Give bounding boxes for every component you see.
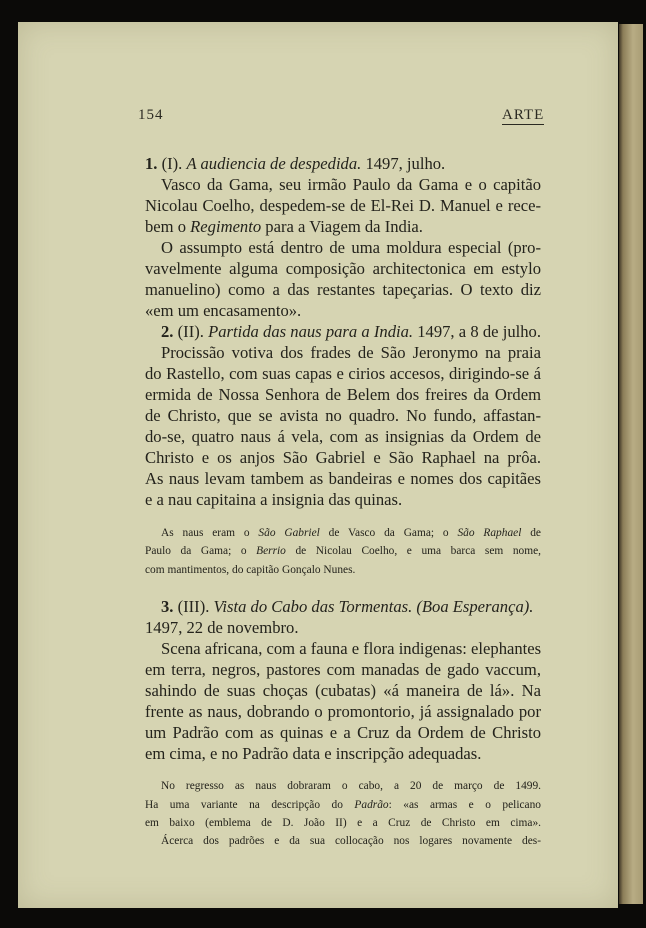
entry-title: A audiencia de despedida.: [186, 154, 362, 173]
paragraph-line: do Rastello, com suas capas e cirios accesos, dirigindo-se á: [145, 364, 541, 383]
paragraph-line: um Padrão com as quinas e a Cruz da Ordem de Christo: [145, 723, 541, 743]
paragraph-line: e a nau capitaina a insignia das quinas.: [145, 490, 403, 509]
text-run: de Vasco da Gama; o: [319, 527, 458, 539]
paragraph-line: [145, 216, 541, 237]
text-run: : «as armas e o pelicano: [388, 798, 541, 811]
entry-1-heading: [145, 153, 541, 174]
entry-roman-tag: (III).: [173, 597, 214, 617]
paragraph-line: ermida de Nossa Senhora de Belem dos freires da Ordem: [145, 385, 541, 404]
paragraph-line: vavelmente alguma composição architectonica em estylo: [145, 259, 541, 278]
paragraph-line: em cima, e no Padrão data e inscripção adequadas.: [145, 744, 482, 764]
paragraph-line: Nicolau Coelho, despedem-se de El-Rei D. Manuel e rece-: [145, 196, 541, 215]
text-run: Ha uma variante na descripção do: [145, 798, 355, 811]
paragraph-line: Christo e os anjos São Gabriel e São Raphael na prôa.: [145, 448, 541, 467]
adjacent-page-edge: [619, 24, 643, 904]
footnote-line: [145, 542, 541, 560]
footnote-line: [145, 796, 541, 814]
italic-term: Regimento: [190, 217, 262, 236]
page-body: [145, 153, 541, 851]
paragraph-line: frente as naus, dobrando o promontorio, já assignalado por: [145, 702, 541, 722]
text-run: bem o: [145, 217, 191, 236]
paragraph-line: Procissão votiva dos frades de São Jeronymo na praia: [161, 343, 541, 362]
entry-number: 2.: [161, 322, 174, 341]
entry-number: 1.: [145, 154, 158, 173]
text-run: As naus eram o: [161, 527, 259, 539]
ship-name: São Raphael: [457, 527, 522, 539]
footnote-line: [145, 524, 541, 542]
paragraph-line: As naus levam tambem as bandeiras e nomes dos capitães: [145, 469, 541, 488]
entry-date: 1497, 22 de novembro.: [145, 618, 299, 638]
paragraph-line: Scena africana, com a fauna e flora indigenas: elephantes: [161, 639, 542, 659]
ship-name: Berrio: [256, 545, 286, 558]
footnote-line: Ácerca dos padrões e da sua collocação nos logares novamente des-: [161, 835, 541, 848]
page-number: 154: [138, 107, 164, 123]
entry-number: 3.: [161, 597, 174, 617]
paragraph-line: de Christo, que se avista no quadro. No fundo, affastan-: [145, 406, 541, 425]
paragraph-line: do-se, quatro naus á vela, com as insignias da Ordem de: [145, 427, 541, 446]
entry-2-heading: [145, 321, 541, 342]
paragraph-line: O assumpto está dentro de uma moldura especial (pro-: [161, 238, 541, 257]
text-run: para a Viagem da India.: [261, 217, 423, 236]
text-run: de Nicolau Coelho, e uma barca sem nome,: [285, 545, 541, 558]
footnote-line: com mantimentos, do capitão Gonçalo Nunes.: [145, 563, 356, 576]
paragraph-line: Vasco da Gama, seu irmão Paulo da Gama e o capitão: [161, 175, 541, 194]
paragraph-line: manuelino) como a das restantes tapeçarias. O texto diz: [145, 280, 541, 299]
entry-title: Vista do Cabo das Tormentas. (Boa Esperança).: [213, 597, 534, 617]
paragraph-line: em terra, negros, pastores com manadas de gado vaccum,: [145, 660, 541, 680]
entry-roman-tag: (I).: [157, 154, 187, 173]
ship-name: São Gabriel: [258, 527, 320, 539]
footnote-line: em baixo (emblema de D. João II) e a Cruz de Christo em cima».: [145, 816, 541, 829]
entry-date: 1497, julho.: [361, 154, 446, 173]
entry-roman-tag: (II).: [173, 322, 209, 341]
entry-title: Partida das naus para a India.: [208, 322, 414, 341]
running-title: ARTE: [502, 107, 545, 123]
text-run: de: [521, 527, 541, 539]
entry-date: 1497, a 8 de julho.: [413, 322, 541, 341]
entry-3-heading: [145, 596, 541, 617]
paragraph-line: «em um encasamento».: [145, 301, 302, 320]
italic-term: Padrão: [354, 798, 389, 811]
footnote-line: No regresso as naus dobraram o cabo, a 20 de março de 1499.: [161, 780, 541, 793]
paragraph-line: sahindo de suas choças (cubatas) «á maneira de lá». Na: [145, 681, 541, 701]
text-run: Paulo da Gama; o: [145, 545, 257, 558]
